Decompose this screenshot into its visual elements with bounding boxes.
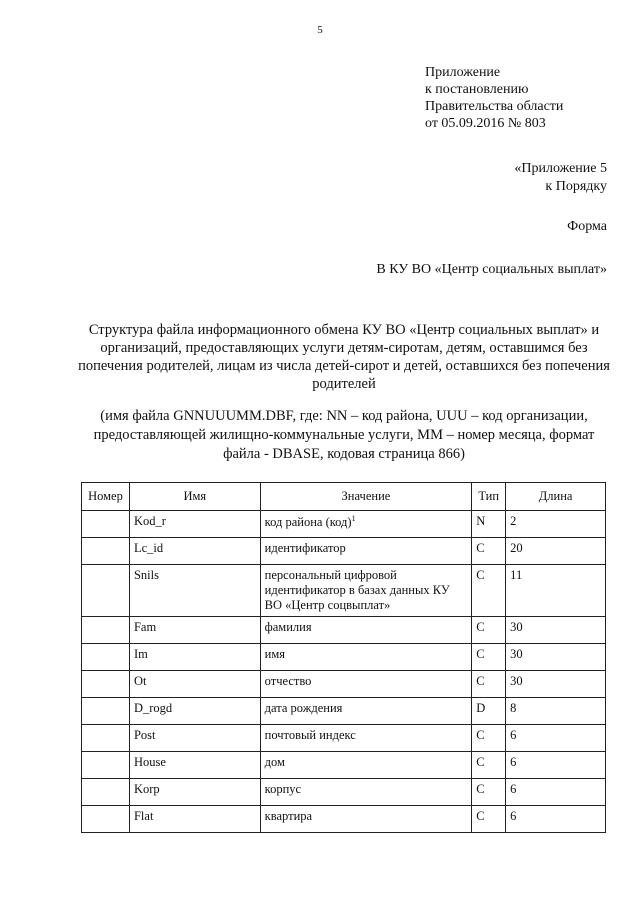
table-row xyxy=(82,644,606,671)
cell-value-text: код района (код) xyxy=(264,515,352,530)
cell-number xyxy=(82,752,130,779)
table-row xyxy=(82,538,606,565)
cell-name-text: Lc_id xyxy=(133,541,164,555)
table-row xyxy=(82,779,606,806)
cell-type-text: C xyxy=(476,620,485,634)
cell-value-text: почтовый индекс xyxy=(264,728,356,742)
cell-number xyxy=(82,511,130,538)
cell-type-text: C xyxy=(476,782,485,796)
cell-number xyxy=(82,698,130,725)
cell-name xyxy=(129,779,260,806)
cell-type-text: C xyxy=(476,728,485,742)
cell-value-text: фамилия xyxy=(264,620,312,634)
cell-length xyxy=(506,671,606,698)
header-length: Длина xyxy=(506,483,606,511)
cell-type xyxy=(472,511,506,538)
cell-length-text: 30 xyxy=(510,647,523,661)
cell-number xyxy=(82,644,130,671)
cell-type-text: C xyxy=(476,568,485,582)
cell-value-text: персональный цифровой идентификатор в базах данных КУ ВО «Центр соцвыплат» xyxy=(264,568,450,612)
recipient: В КУ ВО «Центр социальных выплат» xyxy=(376,262,607,277)
cell-name xyxy=(129,725,260,752)
cell-length-text: 6 xyxy=(510,809,517,823)
cell-type-text: D xyxy=(476,701,486,715)
cell-type-text: C xyxy=(476,541,485,555)
cell-name xyxy=(129,752,260,779)
cell-name xyxy=(129,644,260,671)
cell-number xyxy=(82,671,130,698)
cell-length xyxy=(506,538,606,565)
cell-value xyxy=(260,752,472,779)
table-row xyxy=(82,617,606,644)
cell-length xyxy=(506,779,606,806)
cell-name xyxy=(129,511,260,538)
cell-length-text: 30 xyxy=(510,620,523,634)
cell-name xyxy=(129,698,260,725)
cell-value-text: идентификатор xyxy=(264,541,346,555)
cell-length-text: 2 xyxy=(510,514,517,528)
cell-name-text: Fam xyxy=(133,620,157,634)
cell-type xyxy=(472,538,506,565)
cell-type xyxy=(472,752,506,779)
cell-type xyxy=(472,779,506,806)
appendix-block xyxy=(425,64,563,132)
cell-name xyxy=(129,565,260,617)
cell-number xyxy=(82,725,130,752)
cell-length xyxy=(506,511,606,538)
cell-name-text: House xyxy=(133,755,166,769)
cell-type xyxy=(472,725,506,752)
cell-type xyxy=(472,671,506,698)
cell-type xyxy=(472,617,506,644)
cell-name-text: Post xyxy=(133,728,156,742)
document-subtitle: (имя файла GNNUUUMM.DBF, где: NN – код района, UUU – код организации, предоставляющей жилищно-коммунальные услуги, MM – номер месяца, формат файла - DBASE, кодовая страница 866) xyxy=(93,408,595,462)
cell-name xyxy=(129,806,260,833)
table-row xyxy=(82,725,606,752)
cell-value xyxy=(260,644,472,671)
appendix-5-line: к Порядку xyxy=(545,179,607,194)
cell-name-text: Ot xyxy=(133,674,147,688)
table-body xyxy=(82,511,606,833)
table-header-row xyxy=(82,483,606,511)
cell-length xyxy=(506,644,606,671)
header-type: Тип xyxy=(472,483,506,511)
cell-value-text: дата рождения xyxy=(264,701,343,715)
cell-length xyxy=(506,617,606,644)
appendix-5-line: «Приложение 5 xyxy=(514,161,607,176)
table-row xyxy=(82,698,606,725)
cell-name-text: D_rogd xyxy=(133,701,173,715)
cell-length xyxy=(506,725,606,752)
cell-name xyxy=(129,671,260,698)
cell-name-text: Snils xyxy=(133,568,159,582)
cell-length-text: 6 xyxy=(510,728,517,742)
cell-value xyxy=(260,698,472,725)
cell-length-text: 6 xyxy=(510,782,517,796)
table-row xyxy=(82,752,606,779)
table-row xyxy=(82,671,606,698)
page-number: 5 xyxy=(317,24,323,36)
cell-length-text: 30 xyxy=(510,674,523,688)
footnote-marker: 1 xyxy=(351,514,356,523)
cell-length xyxy=(506,698,606,725)
cell-value-text: отчество xyxy=(264,674,312,688)
appendix-line: Приложение xyxy=(425,65,501,80)
cell-type xyxy=(472,565,506,617)
header-value: Значение xyxy=(260,483,472,511)
cell-value xyxy=(260,779,472,806)
cell-value xyxy=(260,511,472,538)
cell-name-text: Im xyxy=(133,647,148,661)
table-row xyxy=(82,565,606,617)
cell-length-text: 6 xyxy=(510,755,517,769)
cell-name xyxy=(129,538,260,565)
cell-name xyxy=(129,617,260,644)
cell-name-text: Flat xyxy=(133,809,154,823)
cell-value xyxy=(260,725,472,752)
table-row xyxy=(82,806,606,833)
cell-value-text: имя xyxy=(264,647,286,661)
cell-type-text: C xyxy=(476,809,485,823)
cell-number xyxy=(82,538,130,565)
cell-length xyxy=(506,752,606,779)
cell-value-text: корпус xyxy=(264,782,302,796)
cell-value-text: дом xyxy=(264,755,285,769)
cell-length xyxy=(506,806,606,833)
cell-number xyxy=(82,565,130,617)
cell-type xyxy=(472,644,506,671)
header-name: Имя xyxy=(129,483,260,511)
table-row xyxy=(82,511,606,538)
cell-type-text: C xyxy=(476,674,485,688)
cell-type-text: C xyxy=(476,647,485,661)
cell-type-text: C xyxy=(476,755,485,769)
cell-number xyxy=(82,779,130,806)
cell-type xyxy=(472,698,506,725)
cell-type-text: N xyxy=(476,514,486,528)
cell-value xyxy=(260,538,472,565)
cell-value xyxy=(260,806,472,833)
appendix-line: Правительства области xyxy=(425,99,564,114)
appendix-5-block xyxy=(514,160,607,196)
cell-type xyxy=(472,806,506,833)
cell-value xyxy=(260,617,472,644)
cell-length xyxy=(506,565,606,617)
cell-value xyxy=(260,671,472,698)
cell-length-text: 8 xyxy=(510,701,517,715)
cell-length-text: 11 xyxy=(510,568,523,582)
header-number: Номер xyxy=(82,483,130,511)
appendix-line: от 05.09.2016 № 803 xyxy=(425,116,546,131)
form-label: Форма xyxy=(567,219,607,234)
cell-name-text: Korp xyxy=(133,782,160,796)
cell-value xyxy=(260,565,472,617)
cell-name-text: Kod_r xyxy=(133,514,166,528)
appendix-line: к постановлению xyxy=(425,82,529,97)
cell-length-text: 20 xyxy=(510,541,523,555)
cell-value-text: квартира xyxy=(264,809,313,823)
document-title: Структура файла информационного обмена КУ ВО «Центр социальных выплат» и организаций, предоставляющих услуги детям-сиротам, детям, оставшимся без попечения родителей, лицам из числа детей-сирот и детей, оставшихся без попечения родителей xyxy=(78,322,610,392)
structure-table xyxy=(81,482,606,833)
cell-number xyxy=(82,617,130,644)
cell-number xyxy=(82,806,130,833)
